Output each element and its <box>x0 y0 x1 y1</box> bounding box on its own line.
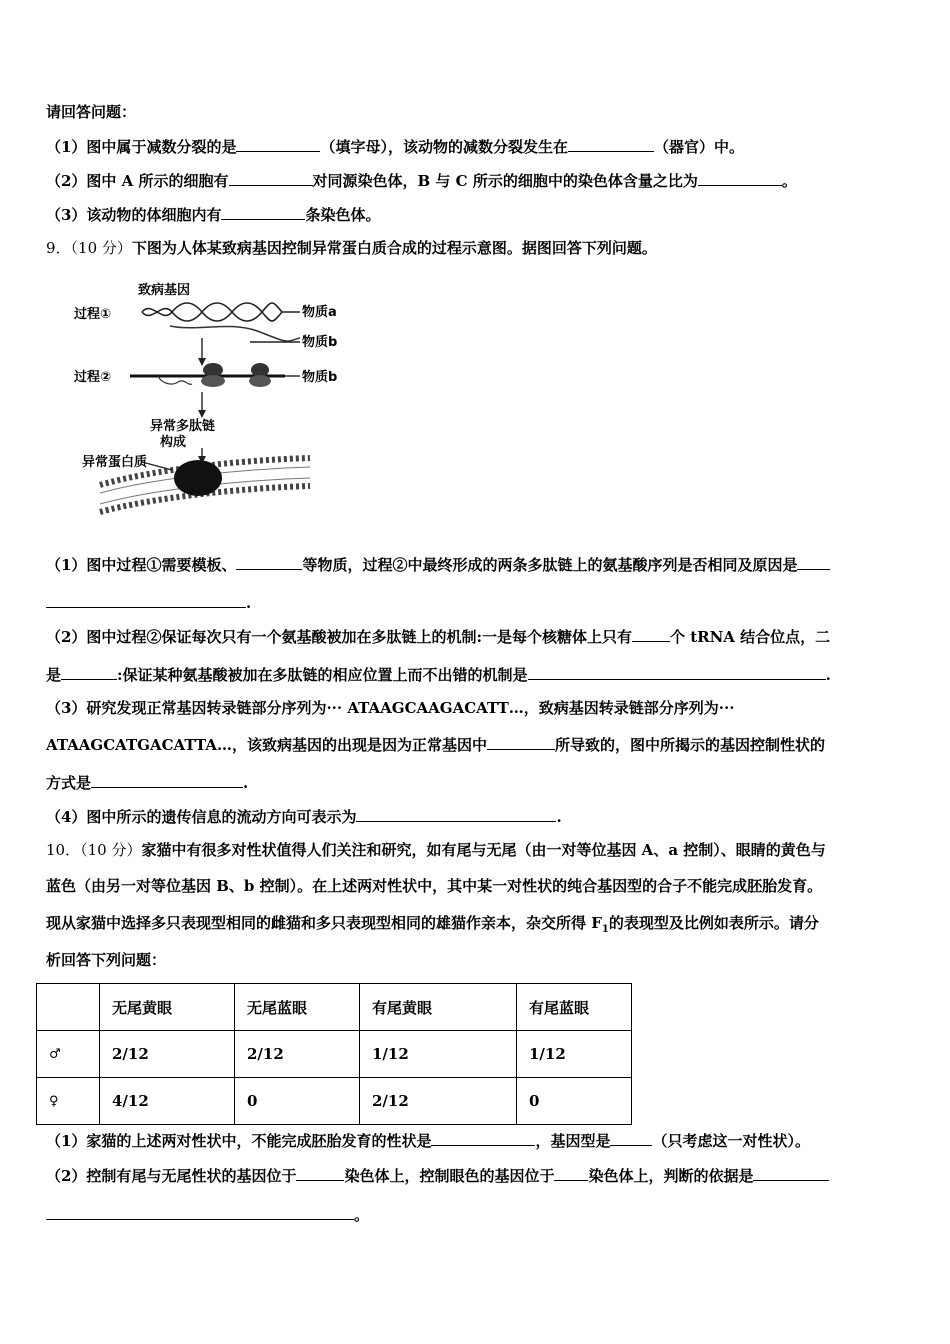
answer-blank[interactable] <box>797 554 830 570</box>
dna-helix <box>142 303 282 321</box>
q10-part2-cont: 。 <box>46 1204 369 1225</box>
table-row <box>37 1031 632 1078</box>
q10-stem-4: 析回答下列问题： <box>46 951 167 969</box>
gene-expression-figure <box>60 280 360 535</box>
answer-blank[interactable] <box>221 204 305 220</box>
abnormal-protein-label: 异常蛋白质 <box>82 455 148 470</box>
table-header-cell <box>37 984 100 1031</box>
process1-label: 过程① <box>74 307 112 322</box>
q9-part2-cont: 是 :保证某种氨基酸被加在多肽链的相应位置上而不出错的机制是 . <box>46 666 831 684</box>
table-header-cell: 有尾蓝眼 <box>517 984 632 1031</box>
composition-label: 构成 <box>160 435 187 450</box>
phenotype-ratio-table <box>36 983 632 1125</box>
answer-blank[interactable] <box>753 1165 829 1181</box>
arrow-down-icon <box>198 410 206 418</box>
mrna-strand <box>170 326 300 341</box>
answer-blank[interactable] <box>46 1204 354 1220</box>
q8-part1: （1）图中属于减数分裂的是 （填字母），该动物的减数分裂发生在 （器官）中。 <box>46 138 744 156</box>
q10-part2: （2）控制有尾与无尾性状的基因位于 染色体上，控制眼色的基因位于 染色体上，判断的依据是 <box>46 1165 829 1186</box>
answer-blank[interactable] <box>356 806 556 822</box>
q10-part1: （1）家猫的上述两对性状中，不能完成胚胎发育的性状是 ，基因型是 （只考虑这一对性状）。 <box>46 1132 810 1150</box>
q8-part3: （3）该动物的体细胞内有 条染色体。 <box>46 206 381 224</box>
table-cell: 0 <box>235 1078 360 1125</box>
substance-a-label: 物质a <box>302 305 337 320</box>
answer-blank[interactable] <box>236 136 320 152</box>
q10-stem-3: 现从家猫中选择多只表现型相同的雌猫和多只表现型相同的雄猫作亲本，杂交所得 $F_1$的表现型及比例如表所示。请分 <box>46 914 819 935</box>
table-cell: 0 <box>517 1078 632 1125</box>
q9-part2: （2）图中过程②保证每次只有一个氨基酸被加在多肽链上的机制:一是每个核糖体上只有 个 tRNA 结合位点，二 <box>46 628 831 646</box>
q9-part4: （4）图中所示的遗传信息的流动方向可表示为 . <box>46 808 562 826</box>
q9-part3: （3）研究发现正常基因转录链部分序列为··· ATAAGCAAGACATT…，致病基因转录链部分序列为··· <box>46 699 735 717</box>
male-symbol: ♂ <box>37 1031 100 1078</box>
table-header-cell: 无尾蓝眼 <box>235 984 360 1031</box>
answer-blank[interactable] <box>91 772 243 788</box>
arrow-down-icon <box>198 358 206 366</box>
q9-part1: （1）图中过程①需要模板、 等物质，过程②中最终形成的两条多肽链上的氨基酸序列是否相同及原因是 <box>46 554 830 575</box>
q9-part1-cont: . <box>46 592 251 613</box>
answer-blank[interactable] <box>46 592 246 608</box>
answer-blank[interactable] <box>568 136 654 152</box>
answer-blank[interactable] <box>554 1165 588 1181</box>
q9-part3-cont2: 方式是 . <box>46 774 249 792</box>
table-cell: 2/12 <box>360 1078 517 1125</box>
female-symbol: ♀ <box>37 1078 100 1125</box>
answer-blank[interactable] <box>698 170 782 186</box>
table-row <box>37 1078 632 1125</box>
table-cell: 4/12 <box>100 1078 235 1125</box>
answer-blank[interactable] <box>487 734 555 750</box>
answer-blank[interactable] <box>229 170 313 186</box>
gene-label: 致病基因 <box>138 283 191 298</box>
answer-blank[interactable] <box>236 554 302 570</box>
q8-part2: （2）图中 A 所示的细胞有 对同源染色体，B 与 C 所示的细胞中的染色体含量之比为 。 <box>46 172 797 190</box>
q9-part3-cont: ATAAGCATGACATTA…，该致病基因的出现是因为正常基因中 所导致的，图中所揭示的基因控制性状的 <box>46 736 825 754</box>
table-header-cell: 无尾黄眼 <box>100 984 235 1031</box>
answer-blank[interactable] <box>632 626 670 642</box>
answer-blank[interactable] <box>431 1130 535 1146</box>
answer-blank[interactable] <box>610 1130 652 1146</box>
q10-stem-1: 10．（10 分）家猫中有很多对性状值得人们关注和研究，如有尾与无尾（由一对等位基因 A、a 控制）、眼睛的黄色与 <box>46 841 826 859</box>
table-cell: 1/12 <box>360 1031 517 1078</box>
substance-b-label: 物质b <box>302 335 338 350</box>
q9-stem: 9．（10 分）下图为人体某致病基因控制异常蛋白质合成的过程示意图。据图回答下列问题。 <box>46 239 657 257</box>
answer-blank[interactable] <box>61 664 117 680</box>
table-cell: 2/12 <box>235 1031 360 1078</box>
abnormal-chain-label: 异常多肽链 <box>150 419 216 434</box>
table-header-cell: 有尾黄眼 <box>360 984 517 1031</box>
table-cell: 1/12 <box>517 1031 632 1078</box>
membrane-protein-icon <box>174 460 222 496</box>
process2-label: 过程② <box>74 370 112 385</box>
answer-blank[interactable] <box>296 1165 344 1181</box>
table-header-row <box>37 984 632 1031</box>
q10-stem-2: 蓝色（由另一对等位基因 B、b 控制）。在上述两对性状中，其中某一对性状的纯合基因型的合子不能完成胚胎发育。 <box>46 877 823 895</box>
intro-text: 请回答问题： <box>46 103 137 121</box>
answer-blank[interactable] <box>528 664 826 680</box>
substance-b-label-2: 物质b <box>302 370 338 385</box>
table-cell: 2/12 <box>100 1031 235 1078</box>
